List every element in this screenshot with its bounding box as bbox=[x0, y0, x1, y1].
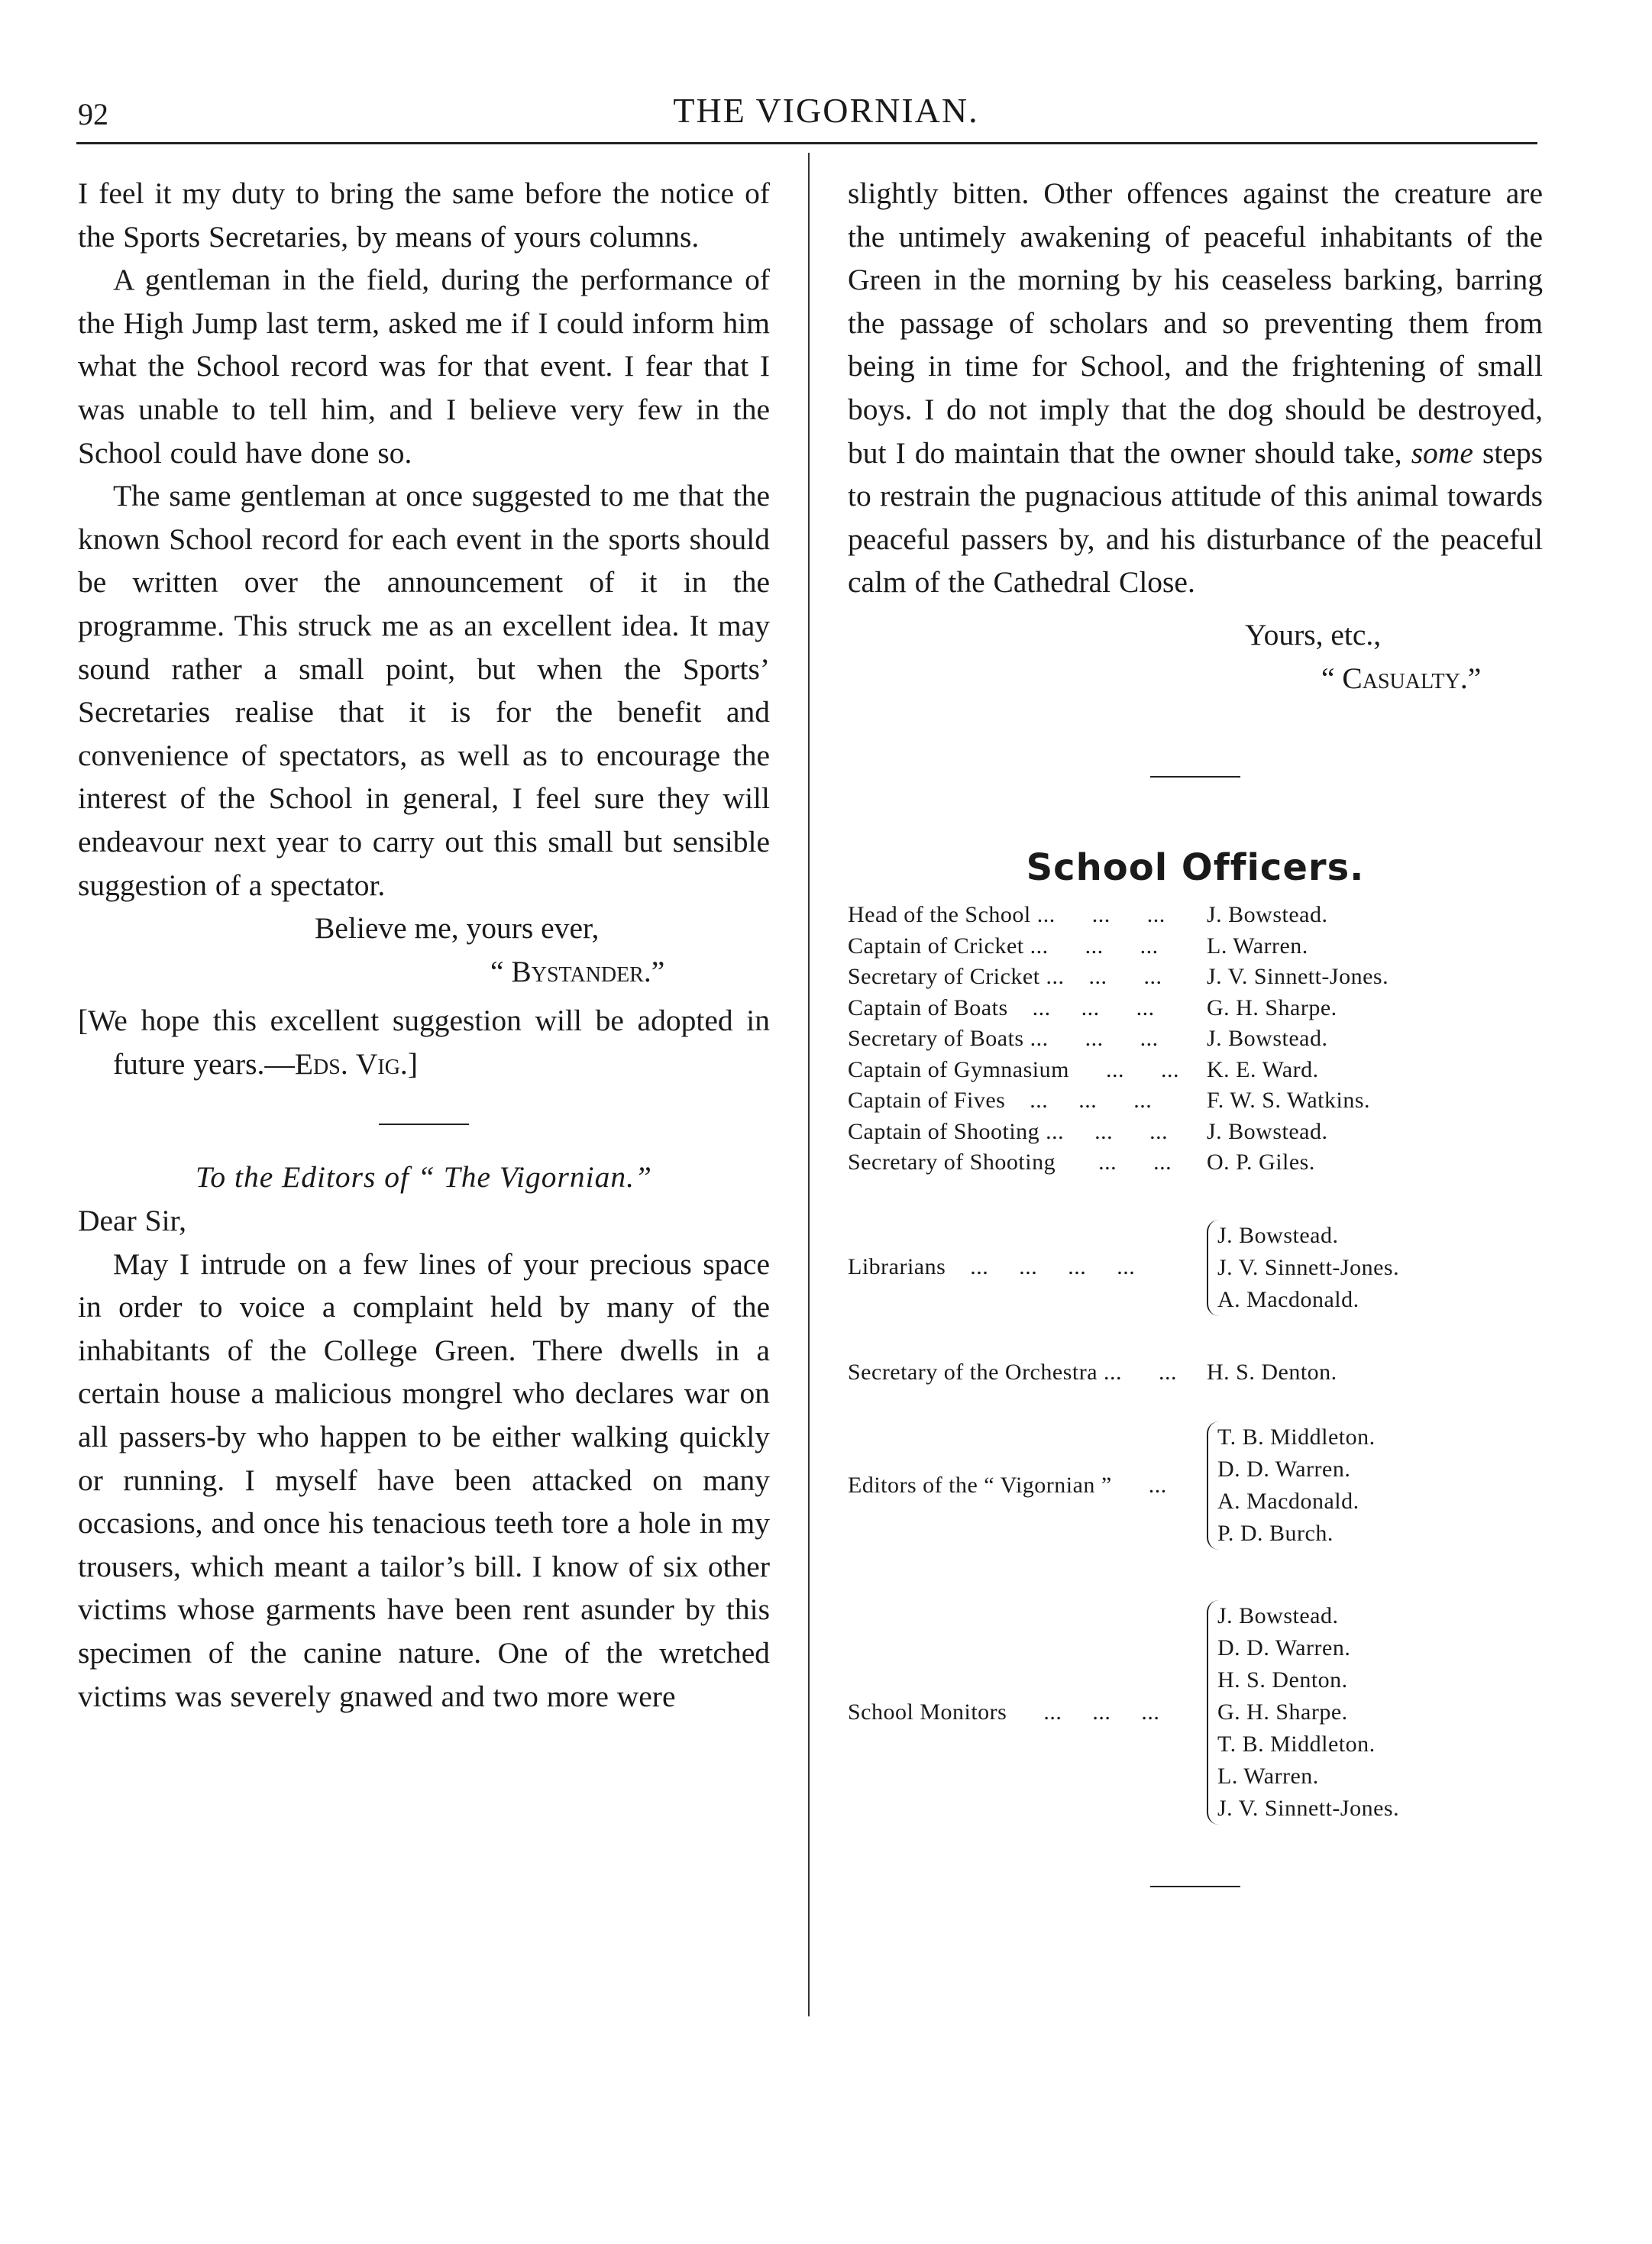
officer-row bbox=[848, 1085, 1543, 1117]
column-divider bbox=[808, 153, 810, 2016]
page-title: THE VIGORNIAN. bbox=[673, 91, 979, 130]
officer-row bbox=[848, 1117, 1543, 1148]
monitors-group bbox=[848, 1600, 1543, 1825]
editor-name: T. B. Middleton. bbox=[1217, 1424, 1376, 1450]
officer-row bbox=[848, 1023, 1543, 1055]
page-number: 92 bbox=[78, 97, 108, 131]
orchestra-role: Secretary of the Orchestra ... ... bbox=[848, 1359, 1178, 1385]
letter2-paragraph-continued: slightly bitten. Other offences against the creature are the untimely awakening of peaceful inhabitants of the Green in the morning by his ceaseless barking, barring the passage of scholars and so preventing them from being in time for School, and the frightening of small boys. I do not imply that the dog should be destroyed, but I do maintain that the owner should take, some steps to restrain the pugnacious attitude of this animal towards peaceful passers by, and his disturbance of the peaceful calm of the Cathedral Close. bbox=[848, 176, 1543, 600]
librarians-role: Librarians ... ... ... ... bbox=[848, 1254, 1136, 1280]
section-rule bbox=[379, 1124, 469, 1125]
officer-name: F. W. S. Watkins. bbox=[1207, 1088, 1371, 1114]
monitor-name: J. Bowstead. bbox=[1217, 1603, 1339, 1629]
letter2-text-a: slightly bitten. Other offences against the creature are the untimely awakening of peaceful inhabitants of the Green in the morning by his ceaseless barking, barring the passage of scholars and so preventing them from being in time for School, and the frightening of small boys. I do not imply that the dog should be destroyed, but I do maintain that the owner should take bbox=[848, 176, 1543, 470]
letter2-emphasis: some bbox=[1411, 435, 1473, 470]
monitors-names bbox=[1207, 1600, 1399, 1825]
section-rule bbox=[1150, 776, 1240, 778]
officers-list bbox=[848, 900, 1543, 1825]
editors-group bbox=[848, 1421, 1543, 1550]
monitor-name: L. Warren. bbox=[1217, 1764, 1319, 1790]
officers-heading: School Officers. bbox=[1026, 846, 1365, 890]
officer-name: O. P. Giles. bbox=[1207, 1149, 1315, 1175]
officer-role: Captain of Cricket ... ... ... bbox=[848, 933, 1159, 959]
officer-role: Secretary of Shooting ... ... bbox=[848, 1149, 1172, 1175]
officer-row bbox=[848, 962, 1543, 993]
monitor-name: T. B. Middleton. bbox=[1217, 1732, 1376, 1757]
editor-name: P. D. Burch. bbox=[1217, 1521, 1334, 1547]
editor-name: A. Macdonald. bbox=[1217, 1489, 1359, 1515]
officer-name: J. Bowstead. bbox=[1207, 1118, 1328, 1144]
monitor-name: J. V. Sinnett-Jones. bbox=[1217, 1796, 1400, 1822]
letter2-signature: “ Casualty.” bbox=[1321, 661, 1482, 695]
officer-role: Captain of Gymnasium ... ... bbox=[848, 1056, 1179, 1082]
letter1-paragraph-3: The same gentleman at once suggested to me that the known School record for each event in the sports should be written over the announcement of it in the programme. This struck me as an excellent idea. It may sound rather a small point, but when the Sports’ Secretaries realise that it is for the benefit and convenience of spectators, as well as to encourage the interest of the School in general, I feel sure they will endeavour next year to carry out this small but sensible suggestion of a spectator. bbox=[78, 479, 770, 902]
monitor-name: D. D. Warren. bbox=[1217, 1635, 1351, 1661]
officer-row bbox=[848, 1055, 1543, 1086]
officer-name: G. H. Sharpe. bbox=[1207, 994, 1337, 1020]
monitor-name: G. H. Sharpe. bbox=[1217, 1699, 1348, 1725]
officer-role: Secretary of Cricket ... ... ... bbox=[848, 964, 1162, 990]
orchestra-name: H. S. Denton. bbox=[1207, 1359, 1337, 1385]
header-rule bbox=[76, 142, 1537, 144]
officer-row bbox=[848, 1147, 1543, 1179]
monitors-role: School Monitors ... ... ... bbox=[848, 1699, 1160, 1725]
orchestra-row bbox=[848, 1357, 1543, 1389]
officer-row bbox=[848, 993, 1543, 1024]
officer-role: Captain of Shooting ... ... ... bbox=[848, 1118, 1169, 1144]
officer-role: Captain of Boats ... ... ... bbox=[848, 994, 1155, 1020]
officer-role: Captain of Fives ... ... ... bbox=[848, 1088, 1153, 1114]
officer-name: K. E. Ward. bbox=[1207, 1056, 1319, 1082]
officer-name: J. V. Sinnett-Jones. bbox=[1207, 964, 1389, 990]
officer-name: L. Warren. bbox=[1207, 933, 1308, 959]
officer-name: J. Bowstead. bbox=[1207, 902, 1328, 928]
letter1-paragraph-1: I feel it my duty to bring the same before the notice of the Sports Secretaries, by means of yours columns. bbox=[78, 176, 770, 254]
librarian-name: J. V. Sinnett-Jones. bbox=[1217, 1254, 1400, 1280]
librarians-names bbox=[1207, 1220, 1399, 1316]
librarian-name: A. Macdonald. bbox=[1217, 1286, 1359, 1312]
editor-note-signature: Eds. Vig. bbox=[294, 1046, 408, 1081]
monitor-name: H. S. Denton. bbox=[1217, 1667, 1348, 1693]
letter2-closing: Yours, etc., bbox=[1245, 617, 1382, 652]
officer-name: J. Bowstead. bbox=[1207, 1026, 1328, 1052]
officer-role: Head of the School ... ... ... bbox=[848, 902, 1165, 928]
officer-role: Secretary of Boats ... ... ... bbox=[848, 1026, 1159, 1052]
letter1-signature: “ Bystander.” bbox=[490, 954, 665, 988]
editor-note bbox=[78, 999, 770, 1085]
officer-row bbox=[848, 900, 1543, 931]
editors-role: Editors of the “ Vigornian ” ... bbox=[848, 1472, 1167, 1498]
letter2-salutation: Dear Sir, bbox=[78, 1204, 187, 1238]
letter2-paragraph-1: May I intrude on a few lines of your precious space in order to voice a complaint held by many of the inhabitants of the College Green. There dwells in a certain house a malicious mongrel who declares war on all passers-by who happen to be either walking quickly or running. I myself have been attacked on many occasions, and once his tenacious teeth tore a hole in my trousers, which meant a tailor’s bill. I know of six other victims whose garments have been rent asunder by this specimen of the canine nature. One of the wretched victims was severely gnawed and two more were bbox=[78, 1246, 770, 1713]
letter2-text-b: steps to restrain the pugnacious attitude of this animal towards peaceful passers by, and his disturbance of the peaceful calm of the Cathedral Close. bbox=[848, 435, 1543, 600]
letter1-paragraph-2: A gentleman in the field, during the performance of the High Jump last term, asked me if I could inform him what the School record was for that event. I fear that I was unable to tell him, and I believe very few in the School could have done so. bbox=[78, 263, 770, 470]
left-column bbox=[78, 172, 770, 1718]
librarians-group bbox=[848, 1220, 1543, 1316]
section-rule bbox=[1150, 1886, 1240, 1887]
librarian-name: J. Bowstead. bbox=[1217, 1222, 1339, 1248]
right-column bbox=[848, 172, 1543, 1887]
editor-name: D. D. Warren. bbox=[1217, 1457, 1351, 1483]
editors-names bbox=[1207, 1421, 1376, 1550]
officer-row bbox=[848, 931, 1543, 962]
editor-note-text: [We hope this excellent suggestion will be adopted in future years.— bbox=[78, 1004, 770, 1081]
editor-note-end: ] bbox=[407, 1046, 418, 1081]
letter2-heading: To the Editors of “ The Vigornian.” bbox=[196, 1160, 652, 1195]
letter1-closing: Believe me, yours ever, bbox=[315, 911, 600, 946]
